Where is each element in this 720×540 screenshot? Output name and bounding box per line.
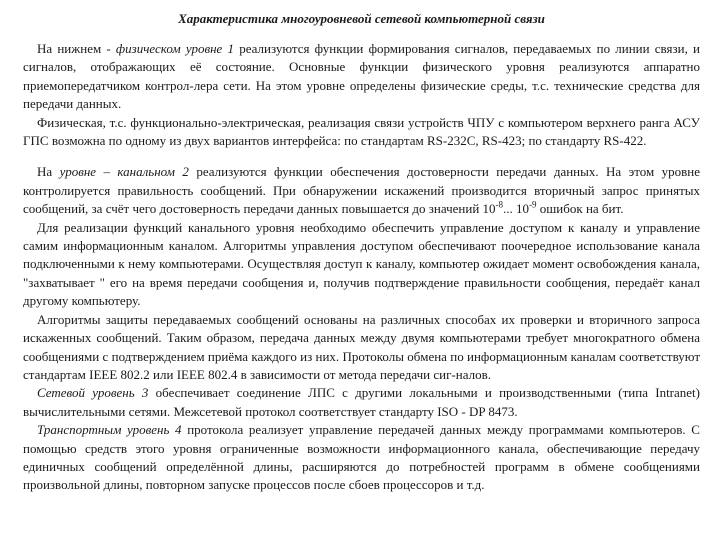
p1-term: физическом уровне 1 <box>115 41 235 56</box>
paragraph-protection-algorithms: Алгоритмы защиты передаваемых сообщений основаны на различных способах их проверки и вторичного запроса искаженных сообщений. Таким образом, передача данных между двумя компьютерами требует многократного обмена сообщениями с подтверждением приёма каждого из них. Протоколы обмена по информационным каналам соответствуют стандартам IEEE 802.2 или IEEE 802.4 в зависимости от метода передачи сиг-налов. <box>23 311 700 382</box>
paragraph-channel-access: Для реализации функций канального уровня необходимо обеспечить управление доступом к каналу и управление самим информационным каналом. Алгоритмы управления доступом обеспечивают поочередное использование канала подключенными к нему компьютерами. Осуществляя доступ к каналу, компьютер ожидает момент освобождения канала, "захватывает " его на время передачи сообщения и, получив подтверждение правильности сообщения, передаёт канал другому компьютеру. <box>23 219 700 309</box>
p3-exponent-2: -9 <box>529 199 537 210</box>
p6-text-b: обеспечивает соединение ЛПС с другими локальными и производственными (типа Intranet) вычислительными сетями. Межсетевой протокол соответствует стандарту ISO - DP 8473. <box>23 385 700 419</box>
document-title: Характеристика многоуровневой сетевой компьютерной связи <box>178 11 545 26</box>
p3-term: уровне – канальном 2 <box>59 164 189 180</box>
p1-text-a: На нижнем - <box>37 41 116 56</box>
paragraph-physical-level <box>23 40 700 114</box>
p6-term: Сетевой уровень 3 <box>37 385 149 401</box>
p3-text-c: ... 10 <box>503 201 530 217</box>
p7-term: Транспортным уровень 4 <box>37 422 182 438</box>
document-page <box>23 10 700 495</box>
paragraph-network-level <box>23 384 700 421</box>
p3-text-d: ошибок на бит. <box>536 201 624 217</box>
p3-text-b: реализуются функции обеспечения достоверности передачи данных. На этом уровне контролируется правильность сообщений. При обнаружении искажений производится вторичный запрос принятых сообщений, за счёт чего достоверность передачи данных повышается до значений 10 <box>23 164 700 217</box>
paragraph-transport-level <box>23 421 700 495</box>
p3-exponent-1: -8 <box>495 199 504 210</box>
paragraph-physical-interface: Физическая, т.с. функционально-электрическая, реализация связи устройств ЧПУ с компьютером верхнего ранга АСУ ГПС возможна по одному из двух вариантов интерфейса: по стандартам RS-232С, RS-423; по стандарту RS-422. <box>23 114 700 149</box>
paragraph-channel-level <box>23 163 700 218</box>
p7-text-b: протокола реализует управление передачей данных между программами компьютеров. С помощью средств этого уровня ограниченные возможности информационного канала, обеспечивающие передачу единичных сообщений определённой длины, расширяются до потребностей программ в обмене сообщениями произвольной длины, повторном запуске процессов после сбоев процессоров и т.д. <box>23 422 700 493</box>
p3-text-a: На <box>37 164 60 180</box>
p1-text-b: реализуются функции формирования сигналов, передаваемых по линии связи, и сигналов, отображающих её состояние. Основные функции физического уровня реализуются аппаратно приемопередатчиком контрол-лера сети. На этом уровне определены физические среды, т.с. технические средства для передачи данных. <box>23 41 700 112</box>
